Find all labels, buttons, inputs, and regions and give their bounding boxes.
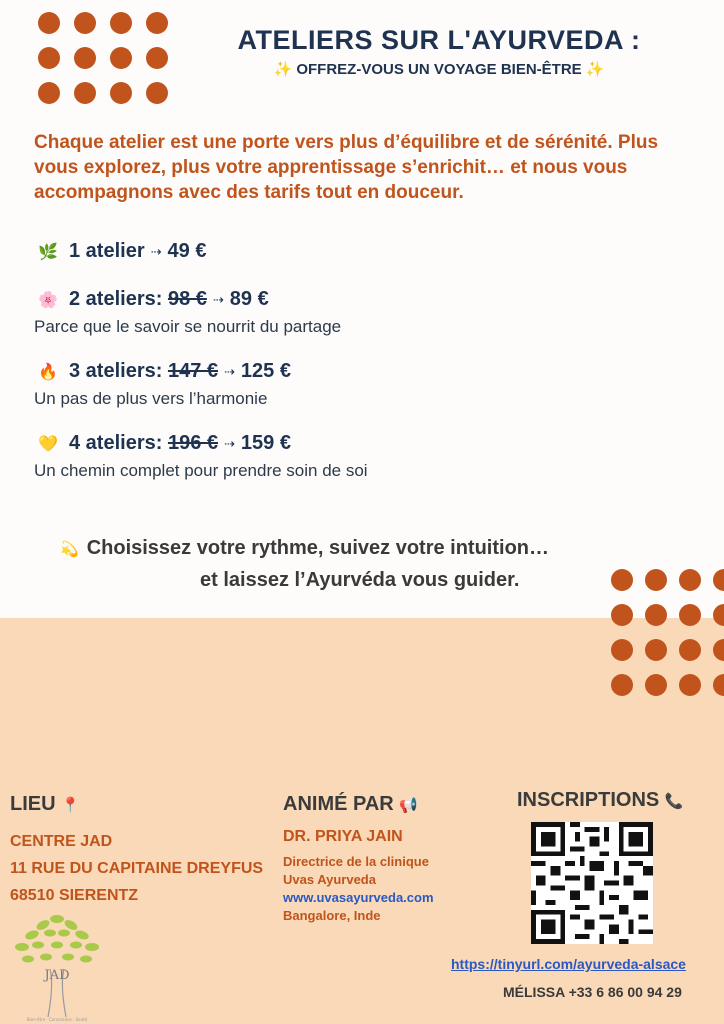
arrow-icon: ⇢ <box>212 291 224 307</box>
offer-label: 2 ateliers: <box>69 288 163 310</box>
registration-link[interactable]: https://tinyurl.com/ayurveda-alsace <box>451 956 686 972</box>
offer-label: 1 atelier <box>69 240 145 262</box>
lieu-heading: LIEU 📍 <box>10 793 80 815</box>
intro-text: Chaque atelier est une porte vers plus d’équilibre et de sérénité. Plus vous explorez, plus votre apprentissage s’enrichit… et nous vous accompagnons avec des tarifs tout en douceur. <box>34 132 659 203</box>
contact-phone: MÉLISSA +33 6 86 00 94 29 <box>503 984 682 1000</box>
offer-description: Un chemin complet pour prendre soin de soi <box>34 461 368 480</box>
arrow-icon: ⇢ <box>150 243 162 259</box>
offer-price: 125 € <box>240 360 291 382</box>
offer-2 <box>34 288 342 337</box>
phone-icon: 📞 <box>664 793 684 810</box>
offer-old-price: 196 € <box>167 432 219 454</box>
anime-heading: ANIMÉ PAR 📢 <box>283 793 418 815</box>
sparkle-icon: ✨ <box>585 61 605 78</box>
arrow-icon: ⇢ <box>224 363 235 379</box>
decorative-dots-top <box>38 12 168 104</box>
page-title: ATELIERS SUR L'AYURVEDA : <box>237 25 641 55</box>
closing-text: 💫 Choisissez votre rythme, suivez votre intuition… et laissez l’Ayurvéda vous guider. <box>60 537 550 591</box>
jad-logo <box>10 905 104 1023</box>
offer-old-price: 98 € <box>167 288 207 310</box>
offer-1 <box>37 240 206 263</box>
presenter-details: Directrice de la clinique Uvas Ayurveda www.uvasayurveda.com Bangalore, Inde <box>283 854 434 923</box>
offer-price: 159 € <box>240 432 291 454</box>
logo-text: JAD <box>44 968 70 983</box>
flower-icon: 🌸 <box>38 291 58 309</box>
offer-price: 49 € <box>167 240 207 262</box>
logo-tagline: Bien-être · Conscience · Santé <box>26 1017 88 1022</box>
arrow-icon: ⇢ <box>224 435 235 451</box>
offer-price: 89 € <box>229 288 269 310</box>
megaphone-icon: 📢 <box>399 797 418 814</box>
qr-code[interactable] <box>531 822 653 944</box>
offer-4 <box>34 432 368 481</box>
decorative-dots-right <box>611 569 724 696</box>
page-subtitle: ✨ OFFREZ-VOUS UN VOYAGE BIEN-ÊTRE ✨ <box>273 61 605 78</box>
shooting-star-icon: 💫 <box>60 541 79 558</box>
offer-label: 4 ateliers: <box>69 432 163 454</box>
inscriptions-heading: INSCRIPTIONS 📞 <box>517 789 684 811</box>
offer-description: Un pas de plus vers l’harmonie <box>34 389 268 408</box>
herb-icon: 🌿 <box>38 243 58 261</box>
heart-icon: 💛 <box>38 435 58 453</box>
offer-old-price: 147 € <box>167 360 219 382</box>
clinic-website[interactable]: www.uvasayurveda.com <box>283 890 434 905</box>
offer-description: Parce que le savoir se nourrit du partage <box>34 317 342 336</box>
presenter-name: DR. PRIYA JAIN <box>283 828 403 845</box>
lieu-address: CENTRE JAD 11 RUE DU CAPITAINE DREYFUS 68510 SIERENTZ <box>10 833 264 904</box>
fire-icon: 🔥 <box>38 363 58 381</box>
sparkle-icon: ✨ <box>273 61 293 78</box>
pin-icon: 📍 <box>61 797 80 814</box>
offer-3 <box>34 360 291 409</box>
offer-label: 3 ateliers: <box>69 360 163 382</box>
